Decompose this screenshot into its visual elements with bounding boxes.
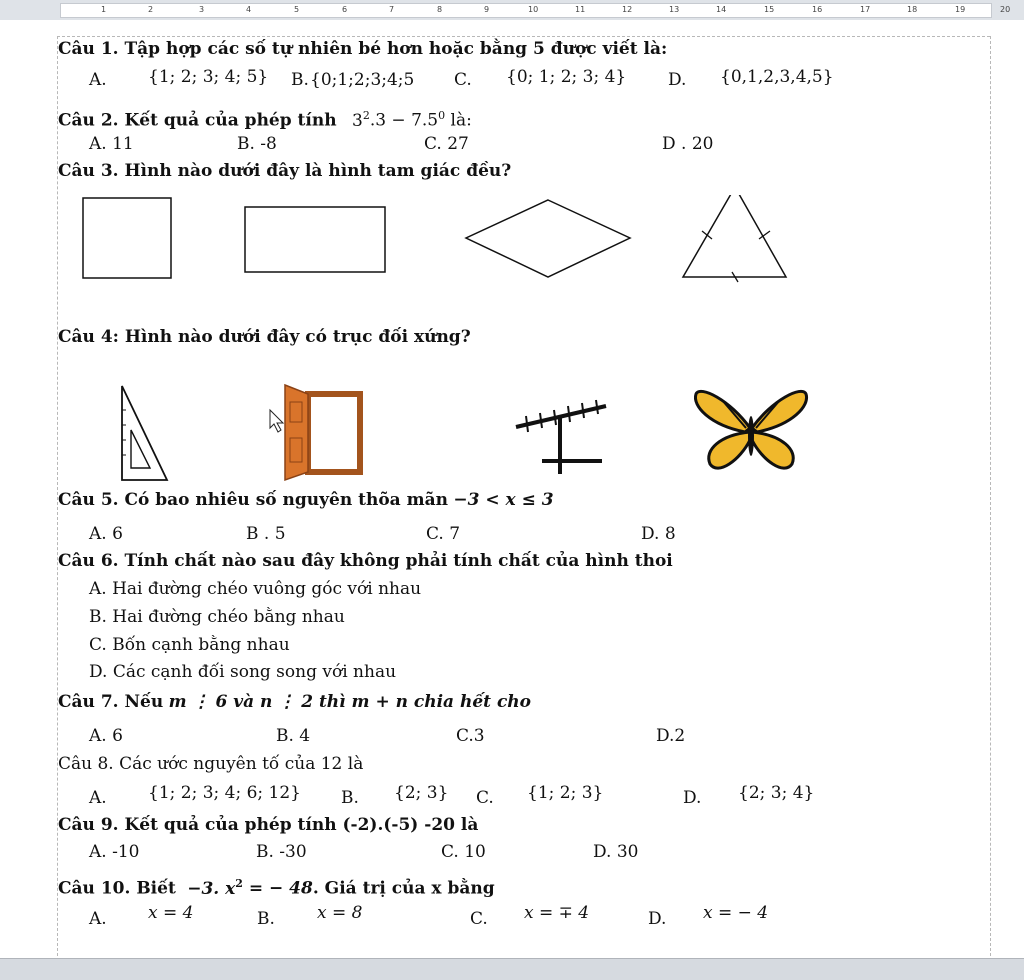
ruler-number: 15: [764, 5, 775, 14]
q7-option-d: D.2: [656, 726, 686, 746]
horizontal-ruler[interactable]: [0, 0, 1024, 21]
rectangle-shape: [245, 207, 385, 272]
ruler-number: 13: [669, 5, 680, 14]
question-2: [58, 106, 472, 131]
ruler-number: 4: [246, 5, 252, 14]
q2-option-d: D . 20: [662, 134, 714, 154]
q2-option-b: B. -8: [237, 134, 277, 154]
mouse-cursor-icon: [270, 410, 283, 432]
ruler-number: 1: [101, 5, 107, 14]
q7-expr: m ⋮ 6 và n ⋮ 2 thì m + n chia hết cho: [168, 692, 531, 712]
q4-figures: [110, 380, 820, 485]
q10-option-d: x = − 4: [703, 903, 769, 923]
q5-option-b: B . 5: [246, 524, 286, 544]
set-square-icon: [122, 386, 167, 480]
question-6: Câu 6. Tính chất nào sau đây không phải tính chất của hình thoi: [58, 551, 673, 571]
tick-mark: [702, 231, 712, 239]
q3-shapes: [80, 195, 800, 285]
q10-option-c-label: C.: [470, 909, 488, 929]
q10-option-a-label: A.: [89, 909, 107, 929]
ruler-number: 5: [294, 5, 300, 14]
q1-option-b-label: B.: [291, 70, 309, 90]
question-7: [58, 692, 531, 712]
q10-option-d-label: D.: [648, 909, 667, 929]
q8-option-d: {2; 3; 4}: [738, 783, 815, 803]
q8-option-a: {1; 2; 3; 4; 6; 12}: [148, 783, 301, 803]
ruler-number: 11: [575, 5, 586, 14]
q5-expr: −3 < x ≤ 3: [453, 490, 554, 510]
q10-tail: . Giá trị của x bằng: [312, 878, 495, 899]
q5-option-a: A. 6: [89, 524, 123, 544]
q2-option-a: A. 11: [89, 134, 134, 154]
q10-expr: −3. x: [187, 878, 236, 899]
q5-option-c: C. 7: [426, 524, 461, 544]
question-4: Câu 4: Hình nào dưới đây có trục đối xứng?: [58, 327, 471, 347]
q6-option-d: D. Các cạnh đối song song với nhau: [89, 662, 397, 682]
q7-option-c: C.3: [456, 726, 485, 746]
question-10: [58, 874, 495, 899]
q9-option-c: C. 10: [441, 842, 486, 862]
q1-option-d-label: D.: [668, 70, 687, 90]
ruler-number: 8: [437, 5, 443, 14]
q10-text: Câu 10. Biết: [58, 878, 176, 899]
q10-option-b: x = 8: [317, 903, 363, 923]
ruler-number: 16: [812, 5, 823, 14]
ruler-number: 2: [148, 5, 154, 14]
q1-option-d: {0,1,2,3,4,5}: [720, 67, 834, 87]
q8-option-c: {1; 2; 3}: [527, 783, 604, 803]
ruler-number: 20: [1000, 5, 1011, 14]
ruler-number: 14: [716, 5, 727, 14]
q1-option-b: {0;1;2;3;4;5: [310, 70, 415, 90]
q7-option-b: B. 4: [276, 726, 311, 746]
q10-option-a: x = 4: [148, 903, 194, 923]
q1-option-a-label: A.: [89, 70, 107, 90]
equilateral-triangle-shape: [683, 195, 786, 277]
q5-option-d: D. 8: [641, 524, 676, 544]
ruler-number: 19: [955, 5, 966, 14]
margin-guide-right: [990, 36, 991, 956]
q1-option-c: {0; 1; 2; 3; 4}: [506, 67, 627, 87]
open-door-icon: [285, 385, 360, 480]
q2-exp-2: 0: [438, 109, 446, 122]
q2-text: Câu 2. Kết quả của phép tính: [58, 110, 337, 131]
q8-option-b-label: B.: [341, 788, 359, 808]
q7-option-a: A. 6: [89, 726, 123, 746]
ruler-number: 17: [860, 5, 871, 14]
q1-option-a: {1; 2; 3; 4; 5}: [148, 67, 269, 87]
q2-expr-rest: .3 − 7.5: [369, 110, 439, 131]
rhombus-shape: [466, 200, 630, 277]
q9-option-a: A. -10: [89, 842, 140, 862]
status-bar: [0, 958, 1024, 980]
q8-option-a-label: A.: [89, 788, 107, 808]
ruler-number: 9: [484, 5, 490, 14]
q8-option-c-label: C.: [476, 788, 494, 808]
q6-option-a: A. Hai đường chéo vuông góc với nhau: [89, 579, 422, 599]
q10-option-b-label: B.: [257, 909, 275, 929]
ruler-number: 6: [342, 5, 348, 14]
ruler-number: 12: [622, 5, 633, 14]
q10-exp: 2: [235, 877, 243, 890]
q9-option-b: B. -30: [256, 842, 307, 862]
ruler-number: 10: [528, 5, 539, 14]
question-5: [58, 490, 554, 510]
question-9: Câu 9. Kết quả của phép tính (-2).(-5) -20 là: [58, 815, 479, 835]
q2-exp-1: 2: [362, 109, 370, 122]
question-3: Câu 3. Hình nào dưới đây là hình tam giác đều?: [58, 161, 512, 181]
ruler-number: 3: [199, 5, 205, 14]
q1-option-c-label: C.: [454, 70, 472, 90]
q2-option-c: C. 27: [424, 134, 469, 154]
q6-option-b: B. Hai đường chéo bằng nhau: [89, 607, 345, 627]
q10-expr-rest: = − 48: [242, 878, 313, 899]
q6-option-c: C. Bốn cạnh bằng nhau: [89, 635, 290, 655]
ruler-number: 18: [907, 5, 918, 14]
square-shape: [83, 198, 171, 278]
q10-option-c: x = ∓ 4: [524, 903, 590, 923]
q2-tail: là:: [450, 110, 472, 131]
question-8: Câu 8. Các ước nguyên tố của 12 là: [58, 754, 364, 774]
butterfly-icon: [695, 391, 806, 468]
q2-expr-base: 3: [351, 110, 363, 131]
q5-text: Câu 5. Có bao nhiêu số nguyên thõa mãn: [58, 490, 448, 510]
q8-option-b: {2; 3}: [394, 783, 449, 803]
margin-guide-top: [57, 36, 990, 37]
q9-option-d: D. 30: [593, 842, 639, 862]
ruler-number: 7: [389, 5, 395, 14]
q7-text: Câu 7. Nếu: [58, 692, 164, 712]
antenna-icon: [516, 400, 606, 474]
q8-option-d-label: D.: [683, 788, 702, 808]
question-1: Câu 1. Tập hợp các số tự nhiên bé hơn hoặc bằng 5 được viết là:: [58, 39, 668, 59]
